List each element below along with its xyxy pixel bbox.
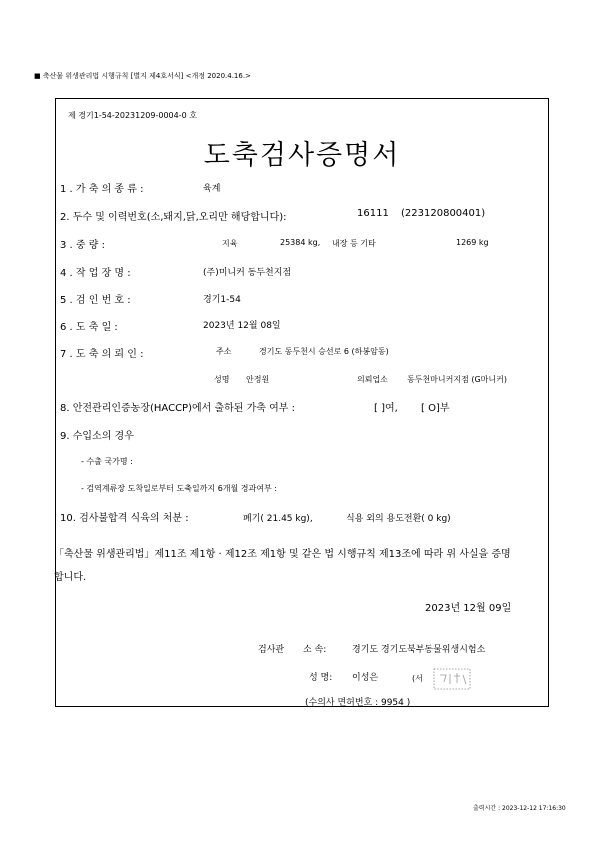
- item-9-country: - 수출 국가명 :: [81, 457, 133, 466]
- item-5-value: 경기1-54: [203, 295, 241, 305]
- document-number: 제 경기1-54-20231209-0004-0 호: [68, 111, 197, 120]
- item-3-offal-weight: 1269 kg: [456, 238, 489, 247]
- form-reference: ■ 축산물 위생관리법 시행규칙 [별지 제4호서식] <개정 2020.4.16.>: [34, 72, 251, 80]
- item-9-elapsed: - 검역계류장 도착일로부터 도축일까지 6개월 경과여부 :: [81, 484, 277, 493]
- item-9-label: 9. 수입소의 경우: [60, 431, 134, 442]
- item-7-address-label: 주소: [216, 347, 232, 356]
- inspector-license: (수의사 면허번호 : 9954 ): [305, 698, 411, 708]
- item-3-carcass: 지육: [222, 239, 238, 248]
- item-8-label: 8. 안전관리인증농장(HACCP)에서 출하된 가축 여부 :: [60, 403, 296, 414]
- item-2-label: 2. 두수 및 이력번호(소,돼지,닭,오리만 해당합니다):: [60, 212, 287, 223]
- item-7-agent-label: 의뢰업소: [357, 375, 388, 384]
- item-7-name-label: 성명: [214, 375, 230, 384]
- item-7-agent: 동두천마니커지점 (G마니커): [407, 375, 507, 384]
- item-3-offal: 내장 등 기타: [332, 239, 376, 248]
- item-7-name: 안정원: [246, 375, 270, 384]
- inspector-name-label: 성 명:: [309, 673, 333, 683]
- item-10-disposal: 폐기( 21.45 kg),: [243, 514, 313, 524]
- item-3-carcass-weight: 25384 kg,: [280, 238, 321, 247]
- item-10-label: 10. 검사불합격 식육의 처분 :: [60, 513, 189, 524]
- item-4-label: 4 . 작 업 장 명 :: [60, 268, 131, 279]
- seal-prefix: (서: [412, 674, 423, 683]
- inspector-role: 검사관: [258, 645, 285, 655]
- item-5-label: 5 . 검 인 번 호 :: [60, 295, 131, 306]
- item-6-value: 2023년 12월 08일: [203, 321, 281, 331]
- item-7-address: 경기도 동두천시 승선로 6 (하봉암동): [259, 347, 389, 356]
- item-8-option-no: [ O]부: [421, 403, 450, 414]
- statement-line-2: 합니다.: [54, 572, 87, 583]
- item-10-other-use: 식용 외의 용도전환( 0 kg): [346, 514, 451, 524]
- item-2-trace-no: (223120800401): [401, 208, 486, 219]
- inspector-org-label: 소 속:: [303, 645, 327, 655]
- item-4-value: (주)미니커 동두천지점: [203, 268, 292, 278]
- item-1-label: 1 . 가 축 의 종 류 :: [60, 184, 144, 195]
- item-8-option-yes: [ ]여,: [374, 403, 398, 414]
- inspector-name: 이성은: [352, 673, 379, 683]
- item-2-count: 16111: [357, 208, 389, 219]
- statement-line-1: 「축산물 위생관리법」제11조 제1항 · 제12조 제1항 및 같은 법 시행규칙 제13조에 따라 위 사실을 증명: [54, 549, 511, 560]
- issue-date: 2023년 12월 09일: [425, 603, 512, 614]
- inspector-org: 경기도 경기도북부동물위생시험소: [352, 645, 486, 655]
- item-6-label: 6 . 도 축 일 :: [60, 322, 118, 333]
- print-time: 출력시간 : 2023-12-12 17:16:30: [473, 805, 566, 812]
- item-1-value: 육계: [203, 184, 221, 194]
- item-3-label: 3 . 중 량 :: [60, 240, 105, 251]
- document-title: 도축검사증명서: [203, 140, 401, 171]
- official-seal-stamp: [432, 668, 472, 690]
- item-7-label: 7 . 도 축 의 뢰 인 :: [60, 349, 144, 360]
